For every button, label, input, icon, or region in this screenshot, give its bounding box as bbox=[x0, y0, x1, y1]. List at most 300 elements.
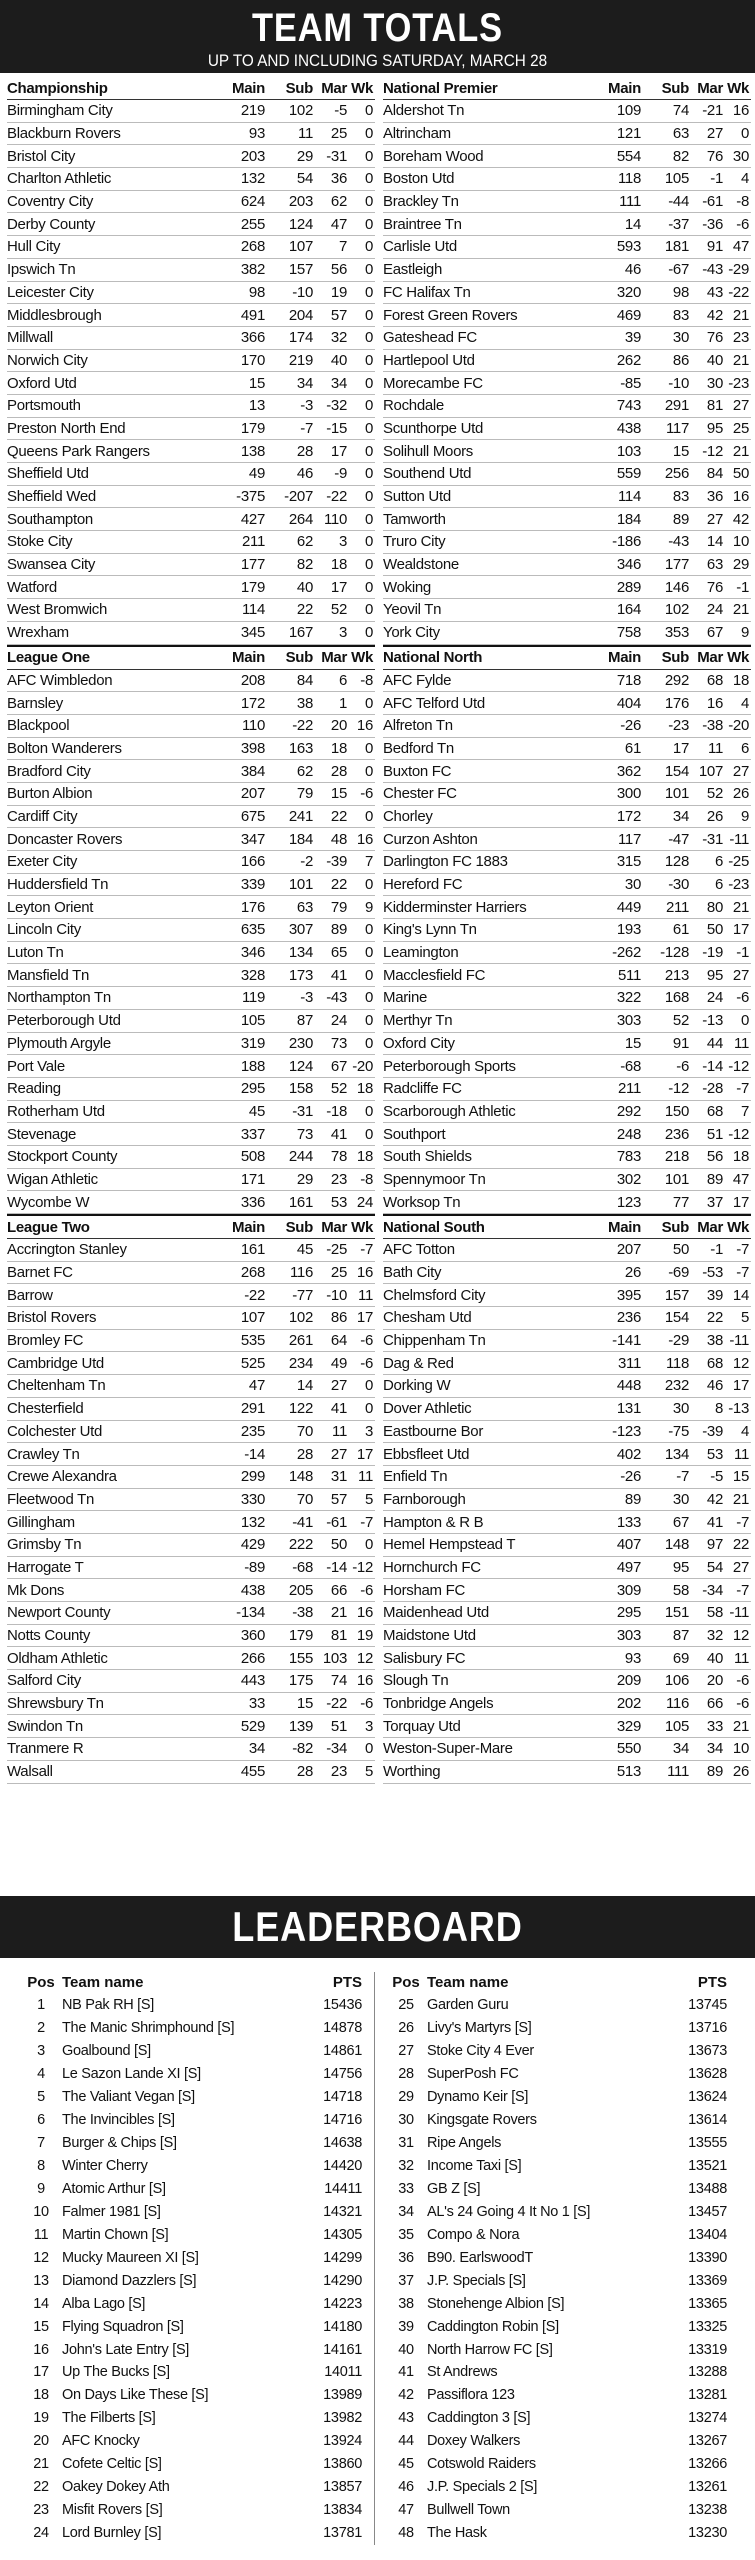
table-row bbox=[383, 1375, 751, 1398]
sub-score: 236 bbox=[664, 1125, 689, 1143]
position: 9 bbox=[37, 2180, 45, 2197]
table-row bbox=[383, 1307, 751, 1330]
table-row bbox=[383, 851, 751, 874]
table-row bbox=[383, 372, 751, 395]
main-score: 675 bbox=[240, 807, 265, 825]
team-name: Harrogate T bbox=[7, 1558, 84, 1576]
main-score: -186 bbox=[612, 533, 641, 551]
team-name: Brackley Tn bbox=[383, 193, 459, 211]
position: 41 bbox=[398, 2364, 414, 2381]
wk-score: -6 bbox=[360, 1581, 373, 1599]
main-score: 511 bbox=[617, 966, 641, 984]
mar-score: 76 bbox=[706, 578, 723, 596]
main-score: 219 bbox=[240, 102, 265, 120]
wk-score: 26 bbox=[732, 785, 749, 803]
main-score: 248 bbox=[616, 1125, 641, 1143]
wk-score: 0 bbox=[364, 624, 373, 642]
team-name: Charlton Athletic bbox=[7, 170, 112, 188]
mar-score: 52 bbox=[330, 1080, 347, 1098]
main-score: 110 bbox=[241, 717, 265, 735]
mar-score: 89 bbox=[706, 1763, 723, 1781]
team-name: Bristol Rovers bbox=[7, 1309, 97, 1327]
mar-score: 68 bbox=[706, 1102, 723, 1120]
mar-score: 74 bbox=[330, 1672, 347, 1690]
leaderboard-row bbox=[20, 1994, 364, 2017]
leaderboard-row bbox=[385, 2269, 729, 2292]
wk-score: 0 bbox=[364, 465, 373, 483]
sub-score: 101 bbox=[664, 785, 689, 803]
leaderboard-row bbox=[385, 2200, 729, 2223]
table-row bbox=[383, 1670, 751, 1693]
sub-score: 63 bbox=[296, 898, 313, 916]
wk-score: 0 bbox=[364, 1012, 373, 1030]
column-header-sub: Sub bbox=[285, 79, 313, 97]
column-header-mar: Mar bbox=[697, 649, 723, 666]
main-score: 529 bbox=[240, 1717, 265, 1735]
points: 14223 bbox=[323, 2295, 362, 2312]
main-score: 429 bbox=[240, 1536, 265, 1554]
wk-score: 16 bbox=[356, 717, 373, 735]
table-row bbox=[383, 828, 751, 851]
team-name: Accrington Stanley bbox=[7, 1241, 127, 1259]
wk-score: 0 bbox=[364, 601, 373, 619]
team-name: Farnborough bbox=[383, 1490, 466, 1508]
mar-score: 8 bbox=[714, 1400, 723, 1418]
team-name: Dag & Red bbox=[383, 1354, 454, 1372]
wk-score: 16 bbox=[356, 1264, 373, 1282]
wk-score: 21 bbox=[732, 898, 749, 916]
sub-score: 168 bbox=[664, 989, 689, 1007]
mar-score: 65 bbox=[330, 944, 347, 962]
mar-score: 57 bbox=[330, 1490, 347, 1508]
main-score: 123 bbox=[616, 1193, 641, 1211]
position: 24 bbox=[33, 2525, 49, 2542]
table-row bbox=[7, 738, 375, 761]
mar-score: 52 bbox=[330, 601, 347, 619]
table-row bbox=[383, 1761, 751, 1784]
leaderboard-header bbox=[20, 1970, 364, 1994]
sub-score: 154 bbox=[664, 762, 689, 780]
leaderboard-banner bbox=[0, 1896, 755, 1958]
team-name: Boston Utd bbox=[383, 170, 455, 188]
team-name: South Shields bbox=[383, 1148, 472, 1166]
sub-score: 105 bbox=[664, 170, 689, 188]
points: 13716 bbox=[688, 2020, 727, 2037]
team-name: Wycombe W bbox=[7, 1193, 90, 1211]
wk-score: 29 bbox=[732, 556, 749, 574]
team-name: Swindon Tn bbox=[7, 1717, 83, 1735]
mar-score: -31 bbox=[702, 830, 723, 848]
leaderboard-row bbox=[20, 2223, 364, 2246]
main-score: 295 bbox=[616, 1604, 641, 1622]
position: 34 bbox=[398, 2203, 414, 2220]
sub-score: 82 bbox=[296, 556, 313, 574]
team-name: Norwich City bbox=[7, 351, 88, 369]
table-row bbox=[7, 508, 375, 531]
main-score: -89 bbox=[244, 1558, 265, 1576]
team-name: AFC Totton bbox=[383, 1241, 455, 1259]
team-name: Eastbourne Bor bbox=[383, 1422, 484, 1440]
table-row bbox=[7, 213, 375, 236]
team-name: John's Late Entry [S] bbox=[62, 2341, 190, 2358]
team-name: Mk Dons bbox=[7, 1581, 65, 1599]
wk-score: 0 bbox=[364, 989, 373, 1007]
table-row bbox=[7, 599, 375, 622]
sub-score: 62 bbox=[296, 762, 313, 780]
main-score: -68 bbox=[620, 1057, 641, 1075]
sub-score: 134 bbox=[664, 1445, 689, 1463]
mar-score: 67 bbox=[706, 624, 723, 642]
sub-score: 176 bbox=[664, 694, 689, 712]
leaderboard-row bbox=[385, 2292, 729, 2315]
wk-score: 5 bbox=[364, 1763, 373, 1781]
mar-score: 39 bbox=[706, 1286, 723, 1304]
sub-score: 34 bbox=[296, 374, 313, 392]
table-row bbox=[383, 236, 751, 259]
main-score: 188 bbox=[240, 1057, 265, 1075]
team-name: Chesham Utd bbox=[383, 1309, 472, 1327]
mar-score: 38 bbox=[706, 1332, 723, 1350]
team-name: Goalbound [S] bbox=[62, 2043, 151, 2060]
sub-score: -31 bbox=[292, 1102, 313, 1120]
team-name: Martin Chown [S] bbox=[62, 2226, 169, 2243]
sub-score: 292 bbox=[664, 671, 689, 689]
sub-score: 124 bbox=[288, 1057, 313, 1075]
position: 42 bbox=[398, 2387, 414, 2404]
wk-score: 0 bbox=[364, 694, 373, 712]
team-name: J.P. Specials [S] bbox=[427, 2272, 526, 2289]
position: 3 bbox=[37, 2043, 45, 2060]
sub-score: 124 bbox=[288, 215, 313, 233]
sub-score: 86 bbox=[672, 351, 689, 369]
team-name: Alfreton Tn bbox=[383, 717, 453, 735]
column-header-mar: Mar bbox=[697, 79, 723, 97]
wk-score: 0 bbox=[364, 147, 373, 165]
column-header-wk: Wk bbox=[351, 79, 373, 97]
sub-score: 173 bbox=[288, 966, 313, 984]
table-row bbox=[7, 1670, 375, 1693]
sub-score: -75 bbox=[668, 1422, 689, 1440]
sub-score: 177 bbox=[664, 556, 689, 574]
position: 17 bbox=[33, 2364, 49, 2381]
main-score: 443 bbox=[240, 1672, 265, 1690]
pos-header: Pos bbox=[392, 1973, 420, 1991]
mar-score: 51 bbox=[330, 1717, 347, 1735]
main-score: 34 bbox=[248, 1740, 265, 1758]
main-score: 132 bbox=[240, 170, 265, 188]
table-row bbox=[383, 576, 751, 599]
sub-score: 213 bbox=[664, 966, 689, 984]
main-score: -262 bbox=[612, 944, 641, 962]
wk-score: 5 bbox=[364, 1490, 373, 1508]
mar-score: 24 bbox=[330, 1012, 347, 1030]
table-row bbox=[7, 168, 375, 191]
table-row bbox=[383, 1557, 751, 1580]
team-name: Burton Albion bbox=[7, 785, 93, 803]
mar-score: 36 bbox=[706, 488, 723, 506]
wk-score: 0 bbox=[364, 193, 373, 211]
leaderboard-row bbox=[385, 2178, 729, 2201]
wk-score: 42 bbox=[732, 510, 749, 528]
wk-score: 10 bbox=[732, 533, 749, 551]
mar-score: 18 bbox=[330, 556, 347, 574]
team-name: Mucky Maureen XI [S] bbox=[62, 2249, 199, 2266]
leaderboard-row bbox=[20, 2430, 364, 2453]
leaderboard-row bbox=[20, 2155, 364, 2178]
team-name: Hornchurch FC bbox=[383, 1558, 481, 1576]
mar-score: 41 bbox=[330, 966, 347, 984]
main-score: 193 bbox=[616, 921, 641, 939]
sub-score: 218 bbox=[664, 1148, 689, 1166]
wk-score: 14 bbox=[732, 1286, 749, 1304]
leaderboard-row bbox=[20, 2269, 364, 2292]
table-row bbox=[7, 1647, 375, 1670]
mar-score: -39 bbox=[326, 853, 347, 871]
table-row bbox=[383, 327, 751, 350]
league-table-header bbox=[383, 647, 751, 670]
main-score: 404 bbox=[616, 694, 641, 712]
mar-score: 51 bbox=[706, 1125, 723, 1143]
mar-score: 78 bbox=[330, 1148, 347, 1166]
column-header-sub: Sub bbox=[285, 1218, 313, 1236]
mar-score: 86 bbox=[330, 1309, 347, 1327]
team-name: Oldham Athletic bbox=[7, 1649, 108, 1667]
main-score: -22 bbox=[244, 1286, 265, 1304]
leaderboard-row bbox=[20, 2338, 364, 2361]
sub-score: 28 bbox=[296, 1445, 313, 1463]
sub-score: 69 bbox=[672, 1649, 689, 1667]
wk-score: 0 bbox=[364, 283, 373, 301]
wk-score: 47 bbox=[732, 1170, 749, 1188]
team-name: Bradford City bbox=[7, 762, 91, 780]
sub-score: -7 bbox=[676, 1468, 689, 1486]
team-name: Oakey Dokey Ath bbox=[62, 2479, 170, 2496]
mar-score: 57 bbox=[330, 306, 347, 324]
sub-score: 95 bbox=[672, 1558, 689, 1576]
main-score: 302 bbox=[616, 1170, 641, 1188]
main-score: 329 bbox=[616, 1717, 641, 1735]
main-score: 103 bbox=[616, 442, 641, 460]
team-name: Braintree Tn bbox=[383, 215, 462, 233]
wk-score: -11 bbox=[729, 1604, 749, 1622]
position: 43 bbox=[398, 2410, 414, 2427]
wk-score: 11 bbox=[734, 1649, 749, 1667]
team-name: Shrewsbury Tn bbox=[7, 1695, 104, 1713]
main-score: 161 bbox=[240, 1241, 265, 1259]
mar-score: 84 bbox=[706, 465, 723, 483]
leaderboard-row bbox=[385, 1994, 729, 2017]
leaderboard-left-column bbox=[20, 1970, 364, 2545]
league-name: League One bbox=[7, 649, 90, 666]
sub-score: 11 bbox=[298, 125, 313, 143]
points: 13781 bbox=[323, 2525, 362, 2542]
leaderboard-header bbox=[385, 1970, 729, 1994]
sub-score: 17 bbox=[672, 739, 689, 757]
table-row bbox=[7, 1239, 375, 1262]
wk-score: 27 bbox=[732, 397, 749, 415]
sub-score: -29 bbox=[668, 1332, 689, 1350]
table-row bbox=[7, 964, 375, 987]
team-totals-tables bbox=[0, 73, 755, 1887]
team-name: Livy's Martyrs [S] bbox=[427, 2020, 532, 2037]
sub-score: 184 bbox=[288, 830, 313, 848]
table-row bbox=[7, 828, 375, 851]
wk-score: 21 bbox=[732, 442, 749, 460]
mar-score: 30 bbox=[706, 374, 723, 392]
table-row bbox=[383, 987, 751, 1010]
main-score: 98 bbox=[248, 283, 265, 301]
column-header-wk: Wk bbox=[727, 79, 749, 97]
mar-score: 56 bbox=[330, 261, 347, 279]
points: 13834 bbox=[323, 2502, 362, 2519]
points: 13521 bbox=[688, 2158, 727, 2175]
mar-score: -10 bbox=[326, 1286, 347, 1304]
table-row bbox=[383, 304, 751, 327]
wk-score: 0 bbox=[364, 533, 373, 551]
leaderboard-row bbox=[20, 2246, 364, 2269]
wk-score: 17 bbox=[356, 1445, 373, 1463]
main-score: 266 bbox=[240, 1649, 265, 1667]
main-score: 320 bbox=[616, 283, 641, 301]
sub-score: 73 bbox=[296, 1125, 313, 1143]
table-row bbox=[383, 440, 751, 463]
mar-score: -14 bbox=[326, 1558, 347, 1576]
main-score: 758 bbox=[616, 624, 641, 642]
points: 13614 bbox=[688, 2112, 727, 2129]
table-row bbox=[383, 670, 751, 693]
main-score: 14 bbox=[624, 215, 641, 233]
mar-score: 81 bbox=[330, 1627, 347, 1645]
main-score: 166 bbox=[240, 853, 265, 871]
sub-score: 70 bbox=[296, 1422, 313, 1440]
team-name: Darlington FC 1883 bbox=[383, 853, 508, 871]
table-row bbox=[383, 1033, 751, 1056]
sub-score: 30 bbox=[672, 1490, 689, 1508]
mar-score: 48 bbox=[330, 830, 347, 848]
mar-score: 23 bbox=[330, 1170, 347, 1188]
points: 13745 bbox=[688, 1997, 727, 2014]
wk-score: 0 bbox=[364, 762, 373, 780]
team-name: Bromley FC bbox=[7, 1332, 84, 1350]
wk-score: 0 bbox=[364, 419, 373, 437]
table-row bbox=[383, 531, 751, 554]
mar-score: 23 bbox=[330, 1763, 347, 1781]
table-row bbox=[7, 1330, 375, 1353]
leaderboard-row bbox=[20, 2086, 364, 2109]
mar-score: 21 bbox=[330, 1604, 347, 1622]
leaderboard-row bbox=[385, 2315, 729, 2338]
wk-score: 5 bbox=[740, 1309, 749, 1327]
team-name: Cotswold Raiders bbox=[427, 2456, 536, 2473]
table-row bbox=[7, 100, 375, 123]
league-name: National South bbox=[383, 1218, 485, 1236]
main-score: 209 bbox=[616, 1672, 641, 1690]
team-name: Burger & Chips [S] bbox=[62, 2135, 177, 2152]
main-score: 114 bbox=[241, 601, 265, 619]
team-name: West Bromwich bbox=[7, 601, 108, 619]
wk-score: 22 bbox=[732, 1536, 749, 1554]
mar-score: 76 bbox=[706, 329, 723, 347]
points: 13267 bbox=[688, 2433, 727, 2450]
wk-score: 6 bbox=[740, 739, 749, 757]
position: 4 bbox=[37, 2066, 45, 2083]
wk-score: 25 bbox=[732, 419, 749, 437]
leaderboard-row bbox=[385, 2017, 729, 2040]
team-name: Leyton Orient bbox=[7, 898, 94, 916]
team-name: Middlesbrough bbox=[7, 306, 102, 324]
league-name: League Two bbox=[7, 1218, 90, 1236]
wk-score: 4 bbox=[740, 694, 749, 712]
table-row bbox=[7, 622, 375, 645]
main-score: 107 bbox=[240, 1309, 265, 1327]
mar-score: 50 bbox=[330, 1536, 347, 1554]
main-score: 111 bbox=[619, 193, 641, 211]
team-name: Chesterfield bbox=[7, 1400, 84, 1418]
sub-score: 148 bbox=[664, 1536, 689, 1554]
sub-score: 150 bbox=[664, 1102, 689, 1120]
league-table bbox=[7, 77, 375, 645]
main-score: 382 bbox=[240, 261, 265, 279]
sub-score: -68 bbox=[292, 1558, 313, 1576]
team-name: Wigan Athletic bbox=[7, 1170, 98, 1188]
wk-score: 0 bbox=[364, 351, 373, 369]
wk-score: 16 bbox=[356, 830, 373, 848]
table-row bbox=[7, 1693, 375, 1716]
main-score: 469 bbox=[616, 306, 641, 324]
main-score: 262 bbox=[616, 351, 641, 369]
mar-score: 19 bbox=[330, 283, 347, 301]
mar-score: 40 bbox=[706, 351, 723, 369]
table-row bbox=[7, 327, 375, 350]
team-name: J.P. Specials 2 [S] bbox=[427, 2479, 538, 2496]
mar-score: 27 bbox=[330, 1377, 347, 1395]
leaderboard-row bbox=[20, 2453, 364, 2476]
wk-score: 0 bbox=[364, 1400, 373, 1418]
team-name: Tranmere R bbox=[7, 1740, 84, 1758]
table-row bbox=[383, 213, 751, 236]
main-score: 718 bbox=[616, 671, 641, 689]
sub-score: -207 bbox=[284, 488, 313, 506]
mar-score: 42 bbox=[706, 1490, 723, 1508]
wk-score: 21 bbox=[732, 1490, 749, 1508]
main-score: -141 bbox=[612, 1332, 641, 1350]
main-score: 132 bbox=[240, 1513, 265, 1531]
team-name: Yeovil Tn bbox=[383, 601, 442, 619]
main-score: 30 bbox=[624, 876, 641, 894]
points: 13857 bbox=[323, 2479, 362, 2496]
sub-score: 74 bbox=[672, 102, 689, 120]
sub-score: 50 bbox=[672, 1241, 689, 1259]
leaderboard-title: LEADERBOARD bbox=[232, 1903, 523, 1950]
team-header: Team name bbox=[62, 1973, 144, 1991]
mar-score: -1 bbox=[710, 1241, 723, 1259]
sub-score: 82 bbox=[672, 147, 689, 165]
wk-score: -7 bbox=[736, 1581, 749, 1599]
wk-score: 0 bbox=[364, 1102, 373, 1120]
sub-score: 83 bbox=[672, 306, 689, 324]
wk-score: 17 bbox=[732, 1193, 749, 1211]
sub-score: 261 bbox=[288, 1332, 313, 1350]
main-score: 45 bbox=[248, 1102, 265, 1120]
table-row bbox=[7, 1101, 375, 1124]
sub-score: 30 bbox=[672, 1400, 689, 1418]
main-score: 407 bbox=[616, 1536, 641, 1554]
main-score: 172 bbox=[616, 807, 641, 825]
points: 14305 bbox=[323, 2226, 362, 2243]
table-row bbox=[7, 760, 375, 783]
mar-score: 76 bbox=[706, 147, 723, 165]
main-score: 133 bbox=[616, 1513, 641, 1531]
